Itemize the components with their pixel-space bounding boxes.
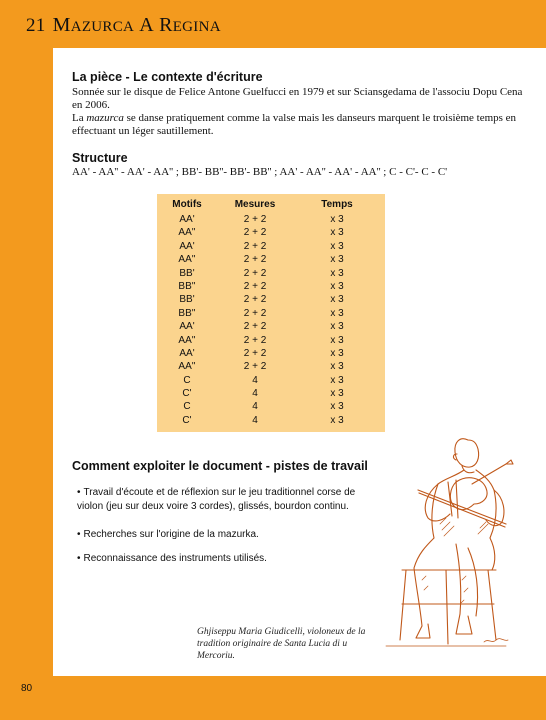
- cell-motif: AA': [179, 214, 195, 225]
- context-paragraph-2-italic: mazurca: [86, 112, 124, 124]
- context-text: [72, 86, 527, 138]
- table-row: [157, 334, 385, 347]
- context-paragraph-2-end: se danse pratiquement comme la valse mais les danseurs marquent le troisième temps en effectuant un léger sautillement.: [72, 112, 517, 137]
- content-page: [53, 48, 546, 676]
- cell-motif: C': [182, 414, 192, 426]
- bullet-dot: •: [77, 529, 81, 540]
- table-row: [157, 213, 385, 226]
- context-paragraph-2: [72, 112, 527, 138]
- cell-motif: AA': [179, 347, 195, 359]
- cell-motif: AA': [179, 240, 195, 252]
- table-row: [157, 414, 385, 427]
- cell-mesures: 2 + 2: [243, 334, 267, 346]
- cell-mesures: 2 + 2: [243, 214, 267, 225]
- cell-mesures: 2 + 2: [243, 227, 267, 239]
- cell-motif: AA'': [178, 227, 196, 239]
- chapter-title-rest-3: EGINA: [172, 19, 221, 35]
- cell-mesures: 2 + 2: [243, 307, 267, 319]
- illustration-caption: Ghjiseppu Maria Giudicelli, violoneux de la tradition originaire de Santa Lucia di u Mercoriu.: [197, 627, 366, 661]
- cell-mesures: 4: [252, 374, 258, 386]
- bullet-item: [77, 552, 357, 566]
- cell-mesures: 4: [252, 401, 258, 413]
- table-row: [157, 307, 385, 320]
- table-row: [157, 280, 385, 293]
- violinist-sketch-icon: [356, 420, 516, 654]
- motifs-table: [157, 194, 385, 432]
- cell-motif: C: [183, 374, 191, 386]
- cell-temps: x 3: [330, 254, 344, 266]
- cell-mesures: 4: [252, 414, 258, 426]
- chapter-title-rest-1: AZURCA: [70, 19, 135, 35]
- cell-mesures: 4: [252, 388, 258, 400]
- cell-temps: x 3: [330, 361, 344, 373]
- chapter-title-initial-3: R: [159, 14, 173, 36]
- table-row: [157, 293, 385, 306]
- cell-temps: x 3: [330, 294, 344, 306]
- cell-temps: x 3: [330, 347, 344, 359]
- table-body: [157, 213, 385, 427]
- table-row: [157, 374, 385, 387]
- structure-heading: Structure: [72, 151, 128, 165]
- bullet-item: [77, 528, 357, 542]
- context-heading: La pièce - Le contexte d'écriture: [72, 70, 263, 84]
- page-number: 80: [21, 683, 33, 694]
- header-mesures: Mesures: [234, 199, 276, 210]
- cell-motif: C': [182, 388, 192, 400]
- structure-sequence: AA' - AA'' - AA' - AA'' ; BB'- BB''- BB'- BB'' ; AA' - AA'' - AA' - AA'' ; C - C'- C - C': [72, 166, 448, 178]
- cell-mesures: 2 + 2: [243, 294, 267, 306]
- table-header-row: [157, 198, 385, 212]
- table-row: [157, 387, 385, 400]
- cell-motif: AA': [179, 321, 195, 333]
- cell-motif: AA'': [178, 254, 196, 266]
- context-paragraph-2-start: La: [72, 112, 87, 124]
- table-row: [157, 400, 385, 413]
- cell-temps: x 3: [330, 401, 344, 413]
- cell-temps: x 3: [330, 240, 344, 252]
- cell-temps: x 3: [330, 307, 344, 319]
- cell-temps: x 3: [330, 321, 344, 333]
- cell-motif: AA'': [178, 361, 196, 373]
- bullet-dot: •: [77, 553, 81, 564]
- cell-motif: BB'': [178, 280, 196, 292]
- bullet-text: Travail d'écoute et de réflexion sur le jeu traditionnel corse de violon (jeu sur deux voire 3 cordes), glissés, bourdon continu.: [77, 487, 356, 512]
- header-motifs: Motifs: [172, 199, 202, 210]
- cell-temps: x 3: [330, 374, 344, 386]
- cell-mesures: 2 + 2: [243, 347, 267, 359]
- cell-temps: x 3: [330, 227, 344, 239]
- cell-temps: x 3: [330, 414, 344, 426]
- table-row: [157, 320, 385, 333]
- cell-temps: x 3: [330, 334, 344, 346]
- cell-mesures: 2 + 2: [243, 240, 267, 252]
- cell-motif: C: [183, 401, 191, 413]
- page-header: [0, 0, 546, 48]
- cell-mesures: 2 + 2: [243, 254, 267, 266]
- chapter-number: 21: [26, 15, 46, 36]
- cell-mesures: 2 + 2: [243, 361, 267, 373]
- chapter-title-initial-2: A: [139, 14, 154, 36]
- cell-temps: x 3: [330, 388, 344, 400]
- bullet-item: [77, 486, 357, 514]
- cell-motif: AA'': [178, 334, 196, 346]
- table-row: [157, 360, 385, 373]
- cell-motif: BB': [179, 267, 195, 279]
- cell-mesures: 2 + 2: [243, 267, 267, 279]
- table-row: [157, 226, 385, 239]
- exploit-heading: Comment exploiter le document - pistes de travail: [72, 459, 368, 473]
- header-temps: Temps: [321, 199, 353, 210]
- table-row: [157, 253, 385, 266]
- cell-temps: x 3: [330, 267, 344, 279]
- cell-temps: x 3: [330, 280, 344, 292]
- table-row: [157, 267, 385, 280]
- context-paragraph-1: Sonnée sur le disque de Felice Antone Guelfucci en 1979 et sur Sciansgedama de l'associu Dopu Cena en 2006.: [72, 86, 523, 111]
- cell-mesures: 2 + 2: [243, 280, 267, 292]
- cell-motif: BB': [179, 294, 195, 306]
- bullet-dot: •: [77, 487, 81, 498]
- chapter-title: [26, 14, 221, 37]
- bullet-text: Reconnaissance des instruments utilisés.: [83, 553, 267, 564]
- table-row: [157, 240, 385, 253]
- chapter-title-initial-1: M: [52, 14, 71, 36]
- cell-motif: BB'': [178, 307, 196, 319]
- bullet-text: Recherches sur l'origine de la mazurka.: [83, 529, 259, 540]
- cell-temps: x 3: [330, 214, 344, 225]
- table-row: [157, 347, 385, 360]
- cell-mesures: 2 + 2: [243, 321, 267, 333]
